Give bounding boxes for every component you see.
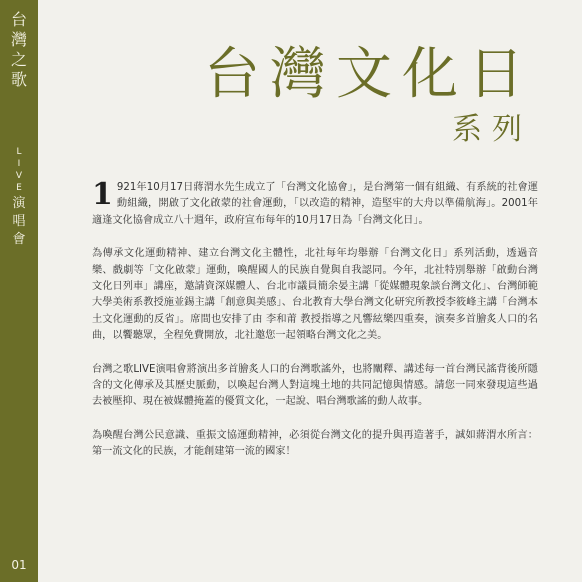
page-number: 01 xyxy=(11,558,27,572)
live-char: E xyxy=(16,183,22,193)
paragraph-3: 台灣之歌LIVE演唱會將演出多首膾炙人口的台灣歌謠外，也將闡釋、講述每一首台灣民謠背後所隱含的文化傳承及其歷史脈動，以喚起台灣人對這塊土地的共同記憶與情感。請您一同來發現這些過去被壓抑、現在被媒體掩蓋的優質文化，一起說、唱台灣歌謠的動人故事。 xyxy=(92,363,538,408)
series-char: 之 xyxy=(10,50,27,69)
paragraph-text: 921年10月17日蔣渭水先生成立了「台灣文化協會」，是台灣第一個有組織、有系統的社會運動組織，開啟了文化啟蒙的社會運動，「以改造的精神，造堅牢的大舟以準備航海」。2001年適逢文化協會成立八十週年，政府宣布每年的10月17日為「台灣文化日」。 xyxy=(92,182,538,226)
series-name xyxy=(0,10,38,90)
live-char: I xyxy=(17,159,21,169)
page-title: 台灣文化日 xyxy=(204,42,534,107)
drop-cap: 1 xyxy=(92,177,113,212)
event-char: 演 xyxy=(12,196,26,211)
series-char: 灣 xyxy=(10,30,27,49)
sidebar xyxy=(0,0,38,582)
event-label xyxy=(0,146,38,248)
series-char: 台 xyxy=(10,10,27,29)
series-char: 歌 xyxy=(10,70,27,89)
paragraph-1 xyxy=(92,177,538,229)
article-body xyxy=(92,177,538,478)
page-subtitle: 系列 xyxy=(452,112,532,147)
event-char: 唱 xyxy=(12,214,26,229)
paragraph-4: 為喚醒台灣公民意識、重振文協運動精神，必須從台灣文化的提升與再造著手，誠如蔣渭水所言：第一流文化的民族，才能創建第一流的國家！ xyxy=(92,429,538,458)
paragraph-2: 為傳承文化運動精神、建立台灣文化主體性，北社每年均舉辦「台灣文化日」系列活動，透過音樂、戲劇等「文化啟蒙」運動，喚醒國人的民族自覺與自我認同。今年，北社特別舉辦「啟動台灣文化日列車」講座，邀請資深媒體人、台北市議員簡余晏主講「從媒體現象談台灣文化」、台灣師範大學美術系教授施並錫主講「創意與美感」、台北教育大學台灣文化研究所教授李筱峰主講「台灣本土文化運動的反省」。席間也安排了由 李和莆 教授指導之凡響絃樂四重奏，演奏多首膾炙人口的名曲，以饗聽眾，全程免費開放，北社邀您一起領略台灣文化之美。 xyxy=(92,248,538,342)
event-char: 會 xyxy=(12,232,26,247)
live-char: V xyxy=(15,171,23,181)
live-char: L xyxy=(16,147,22,157)
